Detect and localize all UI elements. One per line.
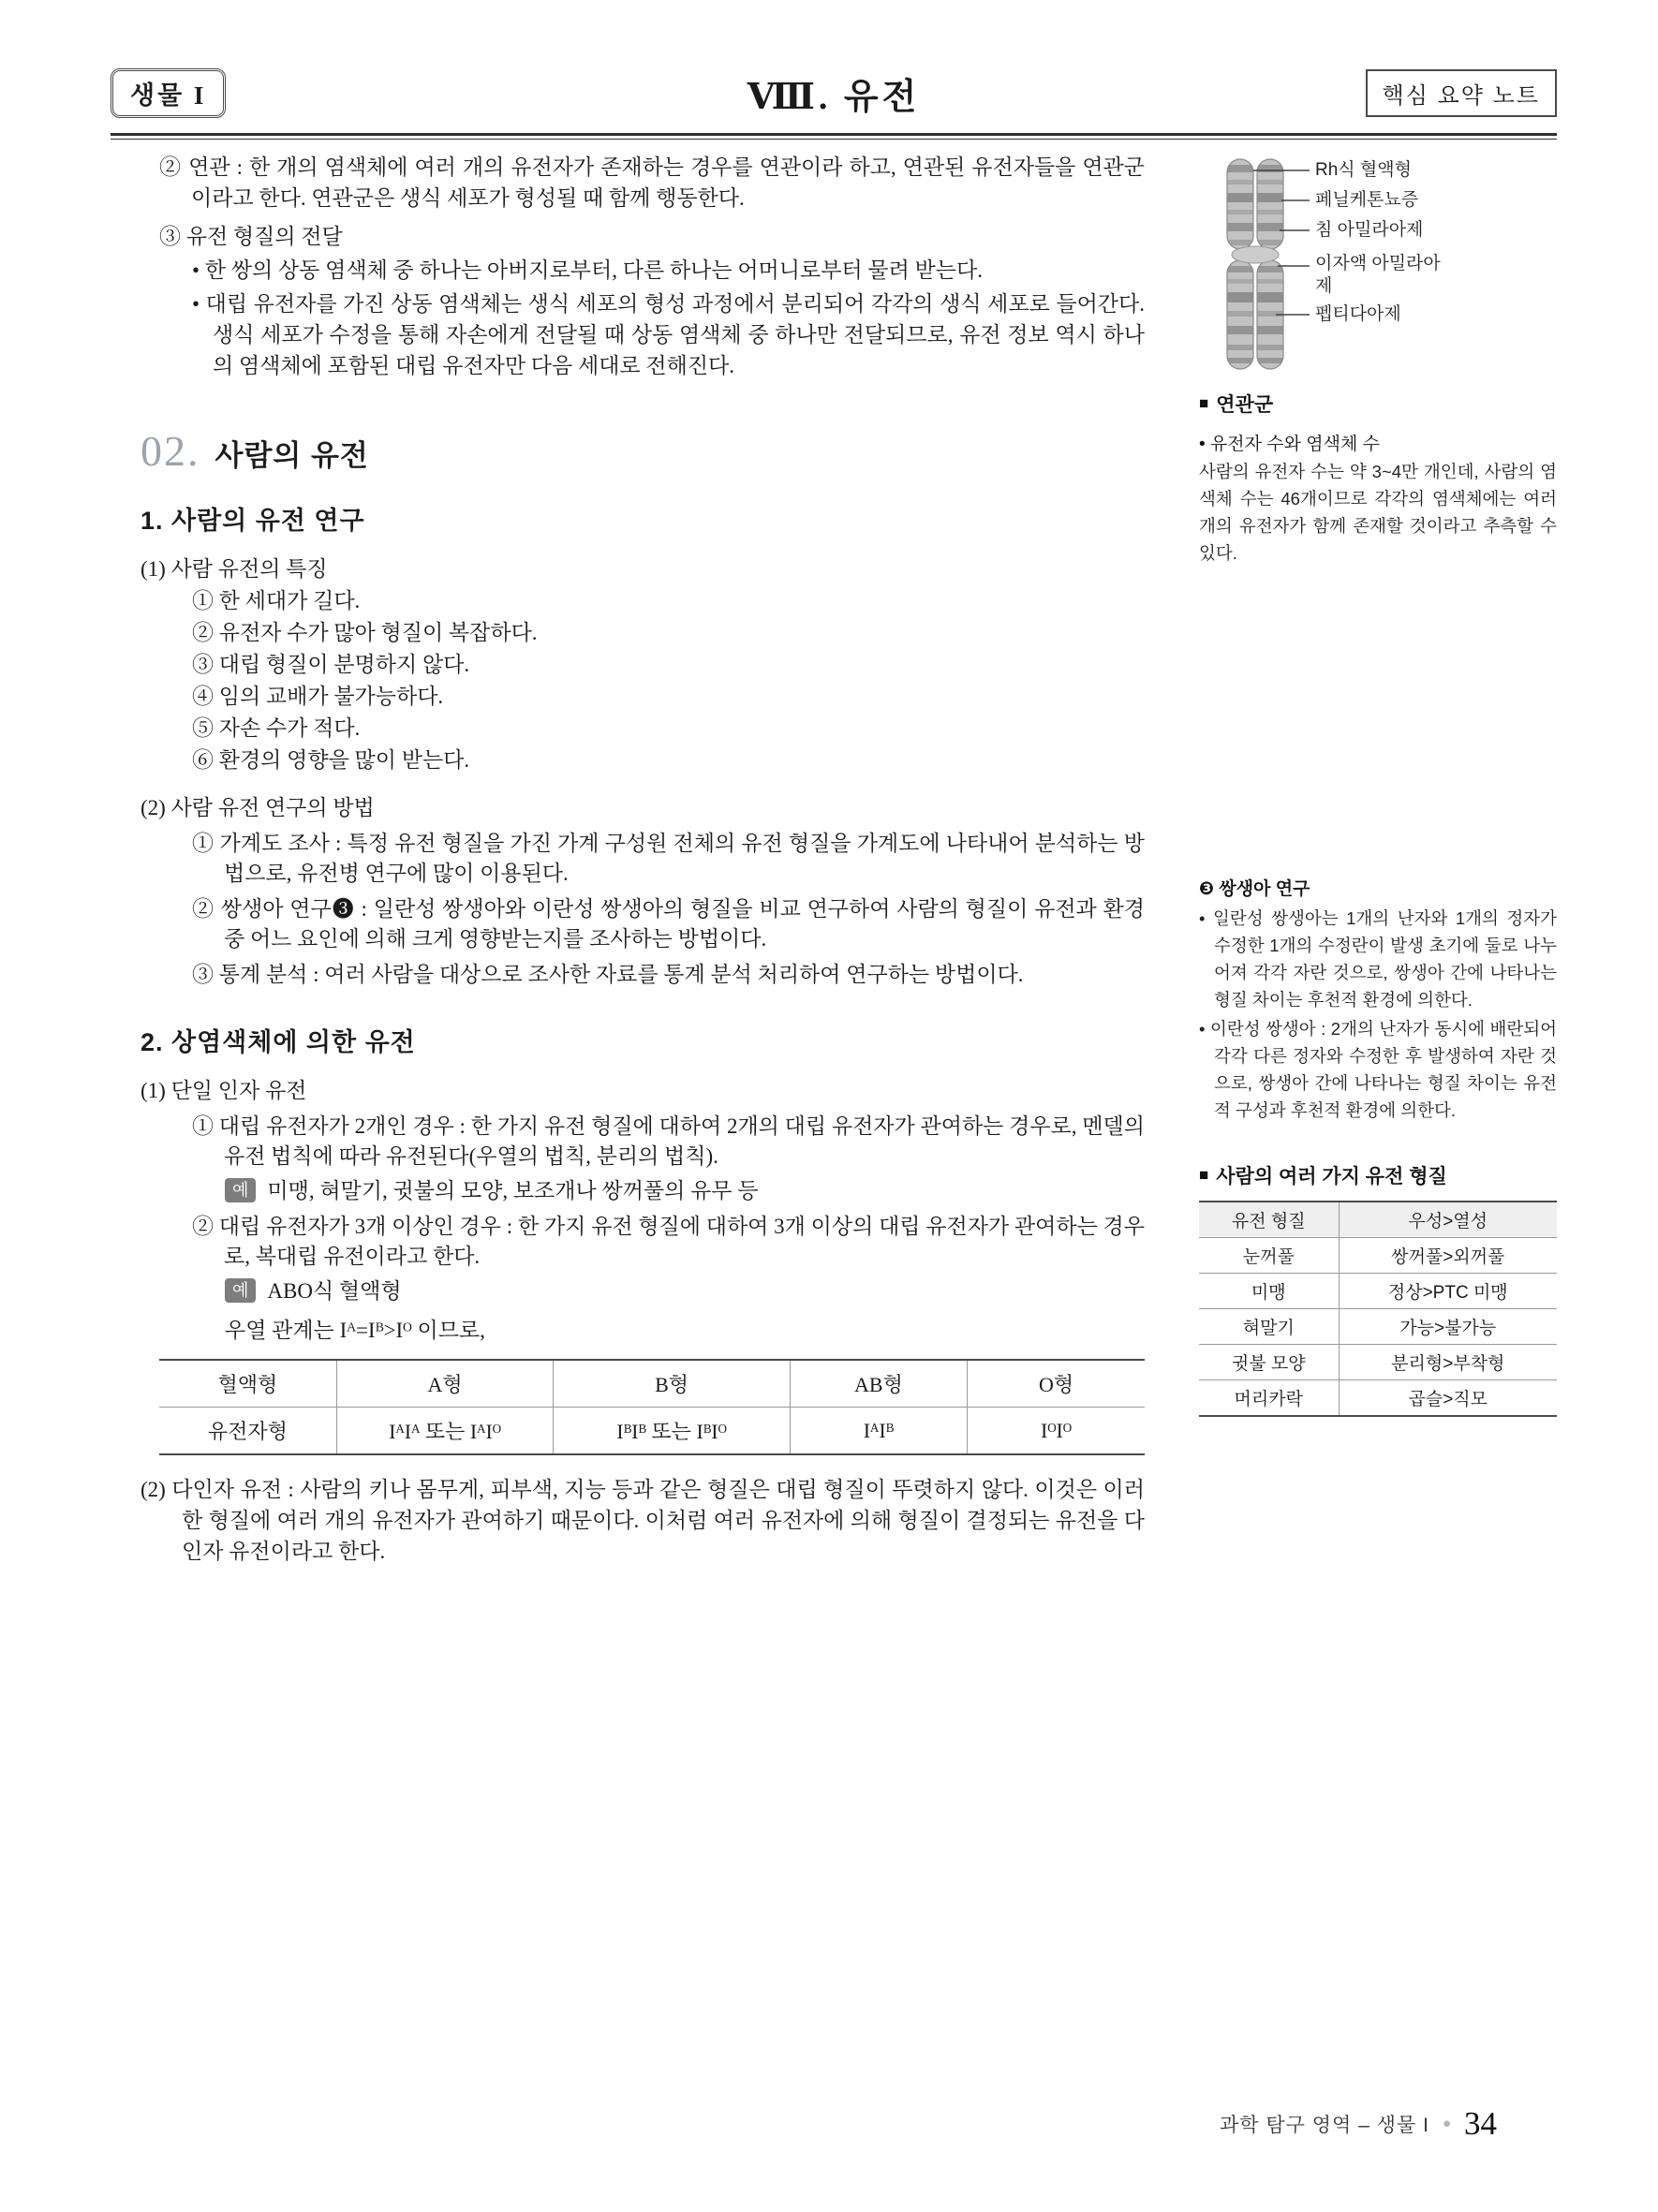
transfer-bullet: • 한 쌍의 상동 염색체 중 하나는 아버지로부터, 다른 하나는 어머니로부터 물려 받는다. xyxy=(192,258,983,282)
subheading-research-methods: (2) 사람 유전 연구의 방법 xyxy=(141,796,375,819)
table-row xyxy=(1199,1309,1557,1345)
table-header-cell: 혈액형 xyxy=(159,1360,336,1408)
linkage-group-caption xyxy=(1199,390,1557,418)
example-badge: 예 xyxy=(225,1178,256,1202)
list-item: ⑤ 자손 수가 적다. xyxy=(192,716,361,740)
method-item: ③ 통계 분석 : 여러 사람을 대상으로 조사한 자료를 통계 분석 처리하여 연구하는 방법이다. xyxy=(192,963,1024,986)
list-item: ⑥ 환경의 영향을 많이 받는다. xyxy=(192,748,470,772)
example-text: 미맹, 혀말기, 귓불의 모양, 보조개나 쌍꺼풀의 유무 등 xyxy=(267,1179,759,1202)
table-cell: 유전자형 xyxy=(159,1408,336,1455)
gene-count-note-body: 사람의 유전자 수는 약 3~4만 개인데, 사람의 염색체 수는 46개이므로 각각의 염색체에는 여러 개의 유전자가 함께 존재할 것이라고 추측할 수 있다. xyxy=(1199,462,1557,563)
traits-table-caption xyxy=(1199,1161,1557,1189)
table-header-cell: O형 xyxy=(968,1360,1145,1408)
table-header-cell: 우성>열성 xyxy=(1339,1202,1557,1238)
chromosome-label: 펩티다아제 xyxy=(1315,304,1401,324)
chromosome-diagram xyxy=(1199,154,1557,376)
table-cell: 미맹 xyxy=(1199,1274,1339,1309)
table-header-cell: A형 xyxy=(336,1360,553,1408)
subheading-single-factor: (1) 단일 인자 유전 xyxy=(141,1079,307,1102)
table-row xyxy=(1199,1274,1557,1309)
page-number: 34 xyxy=(1464,2105,1497,2142)
method-item: ② 쌍생아 연구❸ : 일란성 쌍생아와 이란성 쌍생아의 형질을 비교 연구하여 사람의 형질이 유전과 환경 중 어느 요인에 의해 크게 영향받는지를 조사하는 방법이다. xyxy=(192,897,1145,951)
table-header-cell: 유전 형질 xyxy=(1199,1202,1339,1238)
table-cell: 귓불 모양 xyxy=(1199,1345,1339,1380)
chapter-title: Ⅷ. 유전 xyxy=(747,77,921,117)
page-header xyxy=(111,66,1557,120)
subject-badge xyxy=(111,68,226,118)
table-cell: 혀말기 xyxy=(1199,1309,1339,1345)
twin-note-bullet: • 일란성 쌍생아는 1개의 난자와 1개의 정자가 수정한 1개의 수정란이 발생 초기에 둘로 나누어져 각각 자란 것으로, 쌍생아 간에 나타나는 형질 차이는 후천적 환경에 의한다. xyxy=(1199,908,1557,1010)
square-bullet-icon: ■ xyxy=(1199,394,1209,412)
table-cell: IᴬIᴬ 또는 IᴬIᴼ xyxy=(336,1408,553,1455)
dominance-relation: 우열 관계는 Iᴬ=Iᴮ>Iᴼ 이므로, xyxy=(225,1319,485,1342)
list-item: ④ 임의 교배가 불가능하다. xyxy=(192,685,444,708)
table-cell: IᴮIᴮ 또는 IᴮIᴼ xyxy=(554,1408,790,1455)
table-cell: IᴼIᴼ xyxy=(968,1408,1145,1455)
transfer-bullet: • 대립 유전자를 가진 상동 염색체는 생식 세포의 형성 과정에서 분리되어 각각의 생식 세포로 들어간다. 생식 세포가 수정을 통해 자손에게 전달될 때 상동 염색체 중 하나만 전달되므로, 유전 정보 역시 하나의 염색체에 포함된 대립 유전자만 다음 세대로 전해진다. xyxy=(192,292,1145,377)
heading-autosomal-inheritance: 2. 상염색체에 의한 유전 xyxy=(141,1028,416,1056)
blood-type-table xyxy=(159,1359,1145,1455)
section-title: 사람의 유전 xyxy=(215,439,369,472)
heading-human-genetics-research: 1. 사람의 유전 연구 xyxy=(141,507,365,535)
list-item: ② 유전자 수가 많아 형질이 복잡하다. xyxy=(192,621,538,644)
twin-note-bullet: • 이란성 쌍생아 : 2개의 난자가 동시에 배란되어 각각 다른 정자와 수정한 후 발생하여 자란 것으로, 쌍생아 간에 나타나는 형질 차이는 유전적 구성과 후천적 환경에 의한다. xyxy=(1199,1019,1557,1120)
linkage-paragraph: ② 연관 : 한 개의 염색체에 여러 개의 유전자가 존재하는 경우를 연관이라 하고, 연관된 유전자들을 연관군이라고 한다. 연관군은 생식 세포가 형성될 때 함께 행동한다. xyxy=(159,155,1145,210)
table-row xyxy=(159,1408,1145,1455)
chromosome-label: 침 아밀라아제 xyxy=(1315,220,1424,240)
method-item: ① 가계도 조사 : 특정 유전 형질을 가진 가계 구성원 전체의 유전 형질을 가계도에 나타내어 분석하는 방법으로, 유전병 연구에 많이 이용된다. xyxy=(192,832,1145,885)
subject-label: 생물 I xyxy=(130,81,207,110)
subheading-human-traits: (1) 사람 유전의 특징 xyxy=(141,557,328,581)
square-bullet-icon: ■ xyxy=(1199,1166,1209,1184)
section-number: 02. xyxy=(141,427,200,475)
multifactor-paragraph: (2) 다인자 유전 : 사람의 키나 몸무게, 피부색, 지능 등과 같은 형질은 대립 형질이 뚜렷하지 않다. 이것은 이러한 형질에 여러 개의 유전자가 관여하기 때문이다. 이처럼 여러 유전자에 의해 형질이 결정되는 유전을 다인자 유전이라고 한다. xyxy=(141,1478,1145,1563)
note-type-badge xyxy=(1366,69,1557,117)
table-row xyxy=(1199,1345,1557,1380)
note-type-label: 핵심 요약 노트 xyxy=(1382,82,1540,109)
twin-study-note xyxy=(1199,876,1557,1124)
example-text: ABO식 혈액형 xyxy=(267,1279,402,1303)
table-row xyxy=(1199,1238,1557,1274)
main-column xyxy=(141,152,1145,1567)
table-header-row xyxy=(1199,1202,1557,1238)
chromosome-label: 이자액 아밀라아제 xyxy=(1315,254,1441,296)
linkage-group-caption-text: 연관군 xyxy=(1216,394,1274,416)
footer-section-label: 과학 탐구 영역 – 생물 I xyxy=(1219,2115,1429,2136)
table-cell: 눈꺼풀 xyxy=(1199,1238,1339,1274)
list-item: ① 한 세대가 길다. xyxy=(192,589,361,612)
single-factor-item: ① 대립 유전자가 2개인 경우 : 한 가지 유전 형질에 대하여 2개의 대립 유전자가 관여하는 경우로, 멘델의 유전 법칙에 따라 유전된다(우열의 법칙, 분리의 법칙). xyxy=(192,1114,1145,1168)
example-line xyxy=(225,1276,1145,1306)
human-traits-table xyxy=(1199,1201,1557,1417)
table-cell: 곱슬>직모 xyxy=(1339,1380,1557,1417)
transfer-heading: ③ 유전 형질의 전달 xyxy=(159,225,343,248)
table-cell: 분리형>부착형 xyxy=(1339,1345,1557,1380)
table-cell: 쌍꺼풀>외꺼풀 xyxy=(1339,1238,1557,1274)
chromosome-label: Rh식 혈액형 xyxy=(1315,160,1412,180)
table-header-row xyxy=(159,1360,1145,1408)
page-footer xyxy=(1220,2105,1497,2143)
content-area xyxy=(141,152,1557,1567)
table-row xyxy=(1199,1380,1557,1417)
list-item: ③ 대립 형질이 분명하지 않다. xyxy=(192,653,470,676)
sidebar xyxy=(1199,152,1557,1567)
gene-count-note-title: • 유전자 수와 염색체 수 xyxy=(1199,435,1380,454)
table-cell: 정상>PTC 미맹 xyxy=(1339,1274,1557,1309)
twin-note-title: ❸ 쌍생아 연구 xyxy=(1199,879,1310,899)
table-cell: 가능>불가능 xyxy=(1339,1309,1557,1345)
table-cell: 머리카락 xyxy=(1199,1380,1339,1417)
header-rule xyxy=(111,133,1557,140)
example-line xyxy=(225,1176,1145,1206)
chromosome-label: 페닐케톤뇨증 xyxy=(1315,190,1419,210)
table-header-cell: B형 xyxy=(554,1360,790,1408)
section-02-heading xyxy=(141,426,1145,476)
table-header-cell: AB형 xyxy=(790,1360,967,1408)
single-factor-item: ② 대립 유전자가 3개 이상인 경우 : 한 가지 유전 형질에 대하여 3개 이상의 대립 유전자가 관여하는 경우로, 복대립 유전이라고 한다. xyxy=(192,1215,1145,1268)
example-badge: 예 xyxy=(225,1278,256,1303)
table-cell: IᴬIᴮ xyxy=(790,1408,967,1455)
traits-table-caption-text: 사람의 여러 가지 유전 형질 xyxy=(1216,1166,1447,1187)
dot-icon: ● xyxy=(1442,2116,1451,2131)
